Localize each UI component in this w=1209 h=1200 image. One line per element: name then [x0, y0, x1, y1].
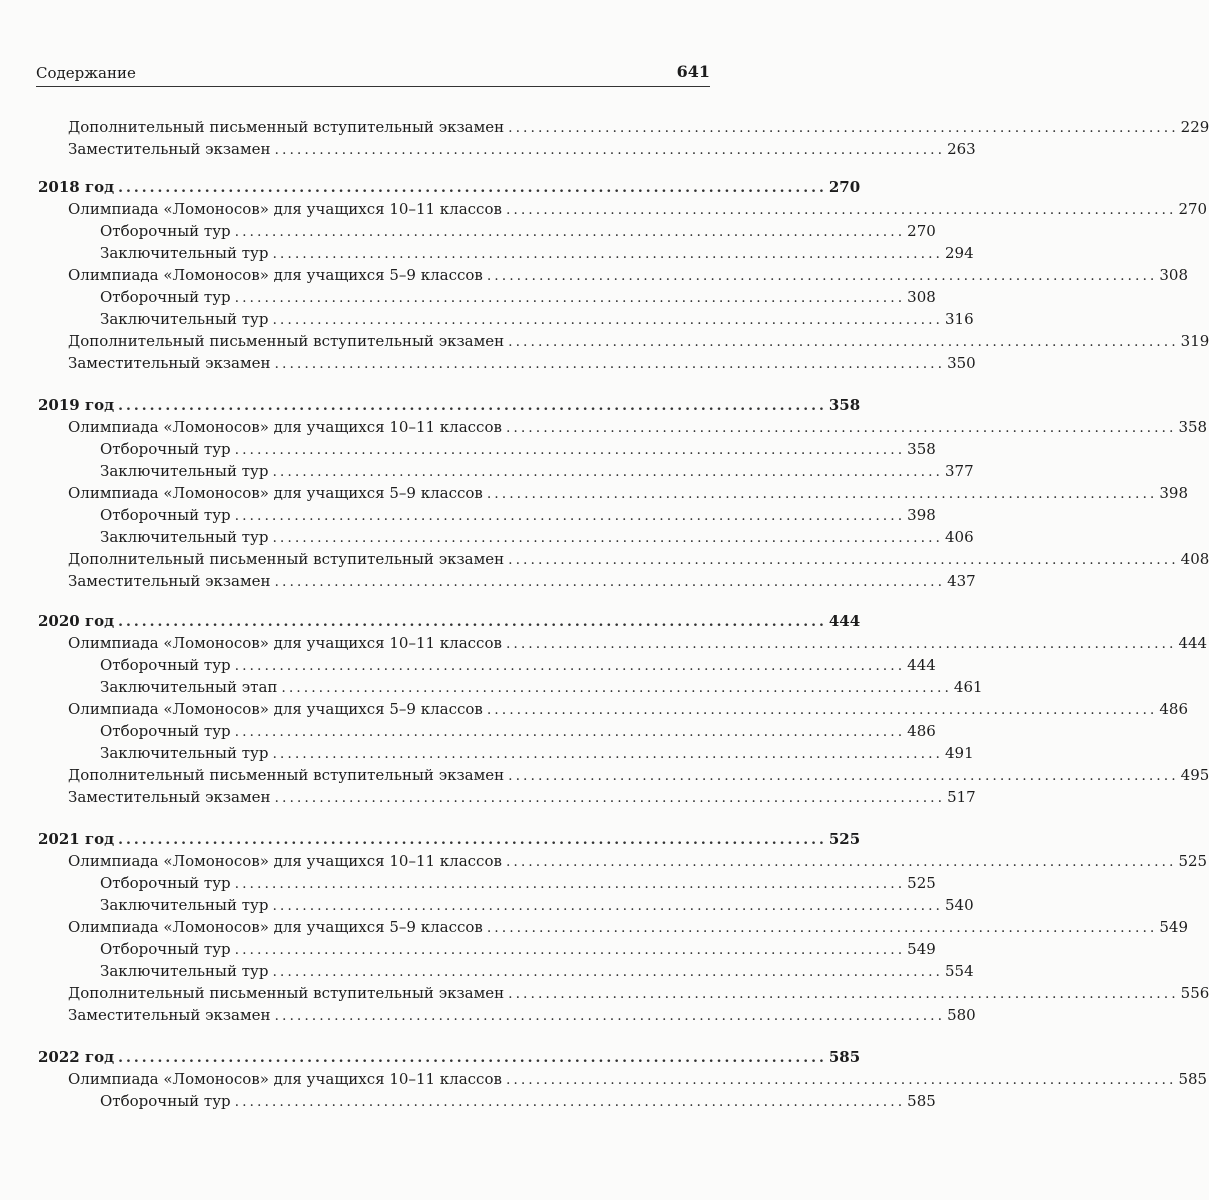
toc-entry[interactable]: Заместительный экзамен .......................................................................................... 437	[68, 572, 976, 590]
toc-year-heading[interactable]: 2018 год .......................................................................................... 270	[38, 178, 861, 196]
page-number: 641	[676, 62, 710, 81]
toc-entry[interactable]: Отборочный тур .......................................................................................... 585	[100, 1092, 936, 1110]
toc-entry[interactable]: Дополнительный письменный вступительный экзамен .......................................................................................... 408	[68, 550, 1209, 568]
toc-entry[interactable]: Заместительный экзамен .......................................................................................... 350	[68, 354, 976, 372]
page-header	[36, 62, 710, 87]
toc-entry[interactable]: Отборочный тур .......................................................................................... 358	[100, 440, 936, 458]
toc-year-heading[interactable]: 2022 год .......................................................................................... 585	[38, 1048, 861, 1066]
toc-entry[interactable]: Заключительный тур .......................................................................................... 554	[100, 962, 974, 980]
toc-entry[interactable]: Олимпиада «Ломоносов» для учащихся 10–11 классов .......................................................................................... 358	[68, 418, 1208, 436]
toc-entry[interactable]: Олимпиада «Ломоносов» для учащихся 5–9 классов .......................................................................................... 486	[68, 700, 1189, 718]
toc-entry[interactable]: Отборочный тур .......................................................................................... 549	[100, 940, 936, 958]
toc-year-heading[interactable]: 2020 год .......................................................................................... 444	[38, 612, 861, 630]
toc-entry[interactable]: Заключительный тур .......................................................................................... 406	[100, 528, 974, 546]
toc-entry[interactable]: Заключительный тур .......................................................................................... 316	[100, 310, 974, 328]
toc-entry[interactable]: Отборочный тур .......................................................................................... 398	[100, 506, 936, 524]
toc-entry[interactable]: Отборочный тур .......................................................................................... 486	[100, 722, 936, 740]
toc-year-heading[interactable]: 2019 год .......................................................................................... 358	[38, 396, 861, 414]
toc-entry[interactable]: Заключительный тур .......................................................................................... 377	[100, 462, 974, 480]
toc-entry[interactable]: Заключительный этап .......................................................................................... 461	[100, 678, 983, 696]
toc-entry[interactable]: Заключительный тур .......................................................................................... 540	[100, 896, 974, 914]
toc-entry[interactable]: Олимпиада «Ломоносов» для учащихся 5–9 классов .......................................................................................... 308	[68, 266, 1189, 284]
toc-entry[interactable]: Олимпиада «Ломоносов» для учащихся 10–11 классов .......................................................................................... 444	[68, 634, 1208, 652]
toc-entry[interactable]: Олимпиада «Ломоносов» для учащихся 10–11 классов .......................................................................................... 585	[68, 1070, 1208, 1088]
toc-entry[interactable]: Олимпиада «Ломоносов» для учащихся 5–9 классов .......................................................................................... 549	[68, 918, 1189, 936]
toc-entry[interactable]: Заместительный экзамен .......................................................................................... 263	[68, 140, 976, 158]
toc-entry[interactable]: Заключительный тур .......................................................................................... 294	[100, 244, 974, 262]
toc-entry[interactable]: Отборочный тур .......................................................................................... 270	[100, 222, 936, 240]
toc-entry[interactable]: Отборочный тур .......................................................................................... 444	[100, 656, 936, 674]
toc-year-heading[interactable]: 2021 год .......................................................................................... 525	[38, 830, 861, 848]
toc-entry[interactable]: Дополнительный письменный вступительный экзамен .......................................................................................... 229	[68, 118, 1209, 136]
running-title: Содержание	[36, 64, 136, 82]
toc-entry[interactable]: Олимпиада «Ломоносов» для учащихся 5–9 классов .......................................................................................... 398	[68, 484, 1189, 502]
toc-entry[interactable]: Олимпиада «Ломоносов» для учащихся 10–11 классов .......................................................................................... 525	[68, 852, 1208, 870]
toc-entry[interactable]: Заместительный экзамен .......................................................................................... 580	[68, 1006, 976, 1024]
toc-entry[interactable]: Олимпиада «Ломоносов» для учащихся 10–11 классов .......................................................................................... 270	[68, 200, 1208, 218]
toc-entry[interactable]: Заместительный экзамен .......................................................................................... 517	[68, 788, 976, 806]
toc-entry[interactable]: Дополнительный письменный вступительный экзамен .......................................................................................... 495	[68, 766, 1209, 784]
toc-entry[interactable]: Заключительный тур .......................................................................................... 491	[100, 744, 974, 762]
toc-entry[interactable]: Дополнительный письменный вступительный экзамен .......................................................................................... 556	[68, 984, 1209, 1002]
toc-entry[interactable]: Дополнительный письменный вступительный экзамен .......................................................................................... 319	[68, 332, 1209, 350]
toc-entry[interactable]: Отборочный тур .......................................................................................... 308	[100, 288, 936, 306]
toc-entry[interactable]: Отборочный тур .......................................................................................... 525	[100, 874, 936, 892]
